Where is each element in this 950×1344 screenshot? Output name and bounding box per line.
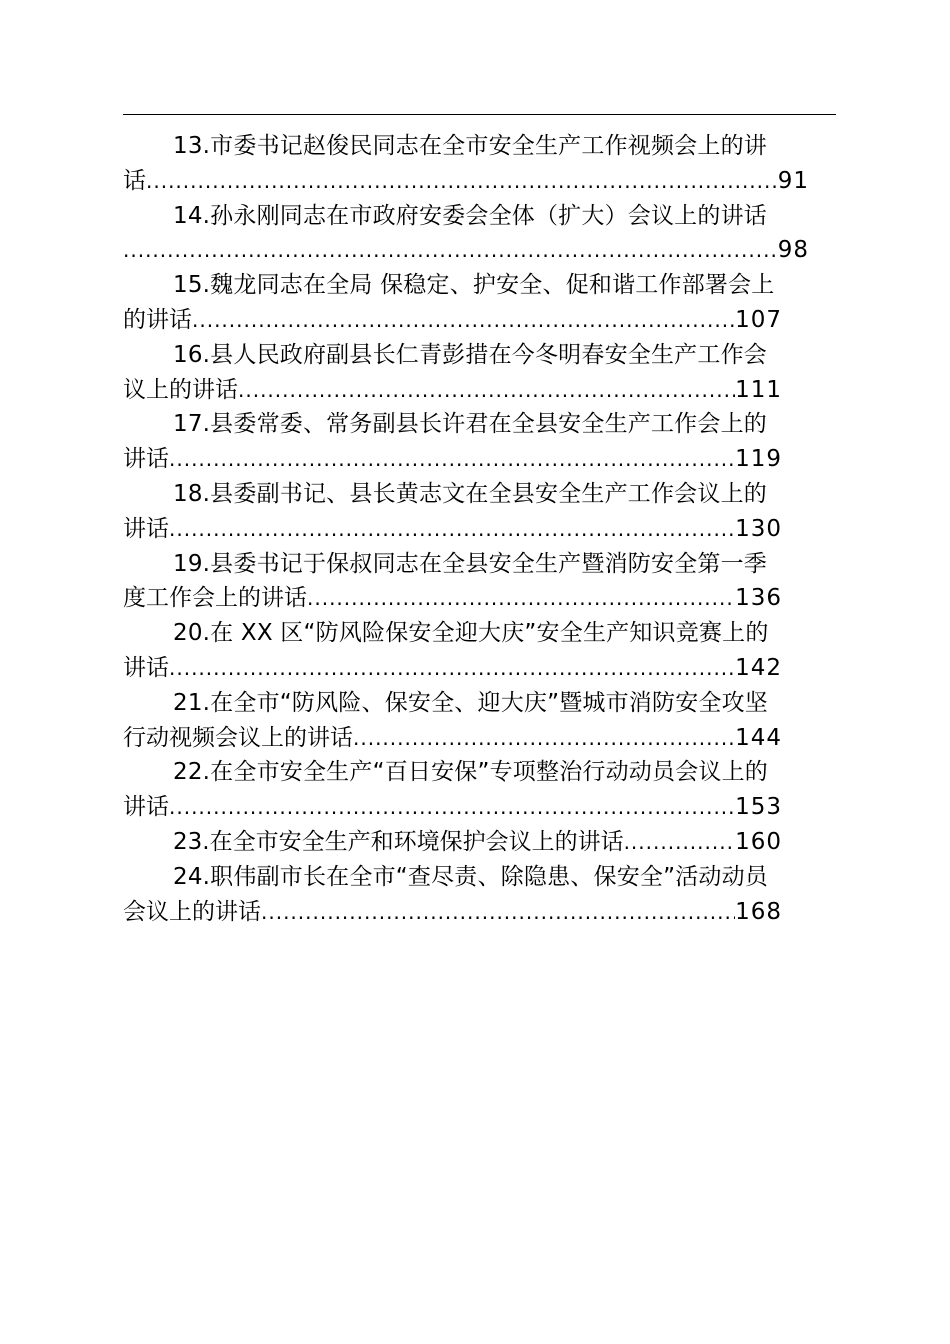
dot-leader xyxy=(261,895,735,930)
toc-page-number: 130 xyxy=(735,515,782,542)
toc-page-number: 153 xyxy=(735,794,782,821)
toc-entry-24[interactable] xyxy=(123,860,836,930)
toc-entry-title-cont: 讲话 xyxy=(123,794,169,821)
toc-entry-18[interactable] xyxy=(123,477,836,547)
dot-leader xyxy=(307,581,735,616)
toc-entry-title: 22.在全市安全生产“百日安保”专项整治行动动员会议上的 xyxy=(173,759,769,786)
toc-page-number: 142 xyxy=(735,654,782,681)
dot-leader xyxy=(169,442,735,477)
dot-leader xyxy=(238,373,735,408)
toc-entry-22[interactable] xyxy=(123,755,836,825)
toc-page-number: 119 xyxy=(735,446,782,473)
toc-entry-title: 21.在全市“防风险、保安全、迎大庆”暨城市消防安全攻坚 xyxy=(173,689,769,716)
toc-entry-title: 13.市委书记赵俊民同志在全市安全生产工作视频会上的讲 xyxy=(173,133,767,159)
dot-leader xyxy=(169,651,735,686)
toc-entry-title-cont: 会议上的讲话 xyxy=(123,898,261,925)
dot-leader xyxy=(123,233,778,268)
dot-leader xyxy=(192,303,735,338)
toc-page-number: 136 xyxy=(735,585,782,612)
header-rule xyxy=(123,114,836,115)
dot-leader xyxy=(169,512,735,547)
toc-page-number: 144 xyxy=(735,724,782,751)
toc-page-number: 160 xyxy=(735,828,782,855)
toc-entry-16[interactable] xyxy=(123,338,836,408)
toc-entry-title: 19.县委书记于保叔同志在全县安全生产暨消防安全第一季 xyxy=(173,550,767,577)
toc-entry-17[interactable] xyxy=(123,407,836,477)
toc-entry-title-cont: 讲话 xyxy=(123,654,169,681)
toc-entry-title: 20.在 XX 区“防风险保安全迎大庆”安全生产知识竞赛上的 xyxy=(173,620,769,647)
toc-entry-title-cont: 行动视频会议上的讲话 xyxy=(123,724,353,751)
table-of-contents xyxy=(123,129,836,929)
toc-entry-title: 17.县委常委、常务副县长许君在全县安全生产工作会上的 xyxy=(173,411,767,438)
toc-entry-title: 24.职伟副市长在全市“查尽责、除隐患、保安全”活动动员 xyxy=(173,863,769,890)
toc-entry-title: 16.县人民政府副县长仁青彭措在今冬明春安全生产工作会 xyxy=(173,341,767,368)
toc-entry-title-cont: 话 xyxy=(123,167,146,194)
dot-leader xyxy=(624,825,736,860)
toc-entry-title-cont: 讲话 xyxy=(123,446,169,473)
toc-entry-21[interactable] xyxy=(123,686,836,756)
dot-leader xyxy=(146,164,778,199)
toc-entry-title: 18.县委副书记、县长黄志文在全县安全生产工作会议上的 xyxy=(173,480,767,507)
dot-leader xyxy=(353,721,735,756)
dot-leader xyxy=(169,790,735,825)
toc-entry-15[interactable] xyxy=(123,268,836,338)
toc-entry-title-cont: 议上的讲话 xyxy=(123,376,238,403)
toc-page-number: 91 xyxy=(777,167,809,194)
toc-entry-19[interactable] xyxy=(123,547,836,617)
toc-entry-title: 15.魏龙同志在全局 保稳定、护安全、促和谐工作部署会上 xyxy=(173,272,775,299)
toc-entry-23[interactable] xyxy=(123,825,836,860)
toc-entry-14[interactable] xyxy=(123,199,836,269)
toc-page-number: 111 xyxy=(735,376,782,403)
toc-entry-title-cont: 的讲话 xyxy=(123,306,192,333)
toc-page-number: 107 xyxy=(735,306,782,333)
toc-entry-20[interactable] xyxy=(123,616,836,686)
toc-entry-title: 14.孙永刚同志在市政府安委会全体（扩大）会议上的讲话 xyxy=(173,202,767,229)
toc-page-number: 98 xyxy=(777,237,809,264)
toc-entry-13[interactable] xyxy=(123,129,836,199)
toc-page-number: 168 xyxy=(735,898,782,925)
toc-entry-title: 23.在全市安全生产和环境保护会议上的讲话 xyxy=(173,828,624,855)
toc-entry-title-cont: 讲话 xyxy=(123,515,169,542)
toc-entry-title-cont: 度工作会上的讲话 xyxy=(123,585,307,612)
